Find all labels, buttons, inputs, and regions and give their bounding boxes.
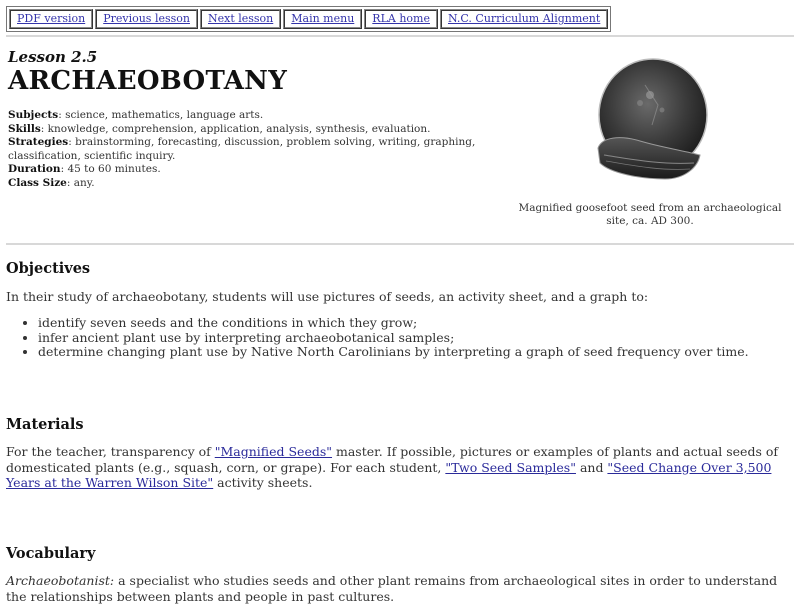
meta-duration-value: : 45 to 60 minutes. xyxy=(60,163,161,175)
nav-cell-previous xyxy=(95,9,198,29)
nav-link-previous-lesson[interactable]: Previous lesson xyxy=(103,12,190,25)
vocabulary-definition-text: a specialist who studies seeds and other plant remains from archaeological sites in order to understand the relationships between plants and people in past cultures. xyxy=(6,573,778,604)
nav-link-next-lesson[interactable]: Next lesson xyxy=(207,12,274,25)
materials-text-2: master. If possible, pictures or examples of plants and actual seeds of domesticated plants (e.g., squash, corn, or grape). For each student, xyxy=(6,444,778,475)
nav-link-rla-home[interactable]: RLA home xyxy=(372,12,430,25)
meta-skills xyxy=(8,123,478,137)
nav-cell-next xyxy=(200,9,281,29)
materials-text xyxy=(6,444,796,491)
goosefoot-seed-image xyxy=(590,55,710,185)
meta-skills-value: : knowledge, comprehension, application, analysis, synthesis, evaluation. xyxy=(40,122,431,135)
objectives-intro: In their study of archaeobotany, students will use pictures of seeds, an activity sheet, and a graph to: xyxy=(6,289,649,304)
meta-subjects-value: : science, mathematics, language arts. xyxy=(58,109,264,121)
vocabulary-definition xyxy=(6,573,796,604)
objective-item: • identify seven seeds and the conditions in which they grow; xyxy=(38,316,749,331)
objective-item: • infer ancient plant use by interpreting archaeobotanical samples; xyxy=(38,331,749,346)
materials-text-4: activity sheets. xyxy=(213,475,313,490)
lesson-number: Lesson 2.5 xyxy=(8,48,98,66)
top-divider xyxy=(6,35,794,37)
section-divider xyxy=(6,243,794,245)
nav-cell-rla-home xyxy=(364,9,438,29)
meta-subjects-label: Subjects xyxy=(8,109,59,121)
nav-cell-curriculum xyxy=(440,9,608,29)
nav-cell-main-menu xyxy=(283,9,362,29)
nav-link-curriculum-alignment[interactable]: N.C. Curriculum Alignment xyxy=(447,12,601,25)
seed-change-link[interactable]: "Seed Change Over 3,500 Years at the Warren Wilson Site" xyxy=(6,459,772,490)
nav-bar xyxy=(6,6,611,32)
materials-text-1: For the teacher, transparency of xyxy=(6,444,215,459)
meta-class-size-label: Class Size xyxy=(8,176,67,189)
seed-figure xyxy=(515,55,785,228)
meta-class-size xyxy=(8,177,478,191)
meta-strategies-label: Strategies xyxy=(8,136,69,148)
two-seed-samples-link[interactable]: "Two Seed Samples" xyxy=(445,459,576,475)
meta-skills-label: Skills xyxy=(8,122,41,135)
lesson-meta xyxy=(8,109,478,190)
seed-icon xyxy=(590,55,710,185)
meta-subjects xyxy=(8,109,478,123)
materials-heading: Materials xyxy=(6,416,84,433)
objective-item: • determine changing plant use by Native North Carolinians by interpreting a graph of seed frequency over time. xyxy=(38,345,749,360)
meta-class-size-value: : any. xyxy=(66,176,95,189)
nav-cell-pdf xyxy=(9,9,93,29)
meta-duration xyxy=(8,163,478,177)
materials-text-3: and xyxy=(575,459,608,475)
magnified-seeds-link[interactable]: "Magnified Seeds" xyxy=(214,444,333,459)
objectives-list xyxy=(18,316,749,360)
meta-strategies xyxy=(8,136,478,163)
page-title: ARCHAEOBOTANY xyxy=(8,66,288,96)
objectives-heading: Objectives xyxy=(6,260,91,277)
nav-link-pdf-version[interactable]: PDF version xyxy=(17,12,86,25)
meta-strategies-value: : brainstorming, forecasting, discussion, problem solving, writing, graphing, classification, scientific inquiry. xyxy=(8,136,476,162)
meta-duration-label: Duration xyxy=(8,163,61,175)
vocabulary-term: Archaeobotanist: xyxy=(6,573,115,588)
vocabulary-heading: Vocabulary xyxy=(6,545,96,562)
figure-caption: Magnified goosefoot seed from an archaeological site, ca. AD 300. xyxy=(518,202,782,227)
nav-link-main-menu[interactable]: Main menu xyxy=(291,12,355,25)
